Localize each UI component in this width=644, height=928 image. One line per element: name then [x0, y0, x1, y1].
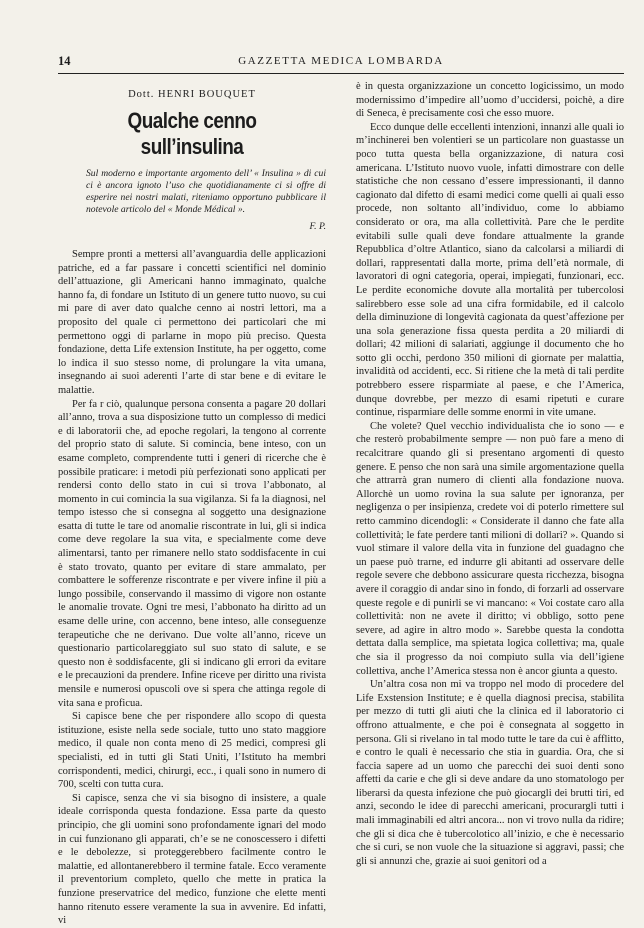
- article-title: Qualche cenno sull’insulina: [127, 107, 257, 159]
- left-paragraph-2: Per fa r ciò, qualunque persona consenta a pagare 20 dollari all’anno, trova a sua disposizione tutto un complesso di medici e di laboratorii che, ad epoche regolari, la tengono al corrente del proprio stato di salute. Si comincia, bene inteso, con un esame completo, comprendente tutti i generi di ricerche che è possibile praticare: i metodi più perfezionati sono applicati per rendersi conto dello stato in cui si trova l’abbonato, al momento in cui comincia la sua vigilanza. Si fa la diagnosi, nel tempo istesso che si consegna al soggetto una designazione esatta di tutte le tare od anomalie riscontrate in lui, gli si indica come deve regolare la sua vita, e specialmente come deve alimentarsi, tanto per rimanere nello stato soddisfacente in cui è stato trovato, quanto per evitare di stare ammalato, per combattere le sofferenze riscontrate e per vivere infine il più a lungo possibile, conservando il massimo di vigore non ostante le anomalie trovate. Ogni tre mesi, l’abbonato ha diritto ad un esame delle urine, con accenno, bene inteso, alle conseguenze terapeutiche che ne derivano. Due volte all’anno, riceve un questionario particolareggiato sul suo stato di salute, e se questo non è soddisfacente, gli si indicano gli errori da evitare e le precauzioni da prendere. Infine riceve per diritto una rivista mensile e numerosi opuscoli ove si spera che attinga regole di vita sana e proficua.: [58, 398, 326, 709]
- left-paragraph-4: Si capisce, senza che vi sia bisogno di insistere, a quale ideale corrisponda questa fondazione. Essa parte da questo principio, che gli uomini sono profondamente ignari del modo in cui funzionano gli apparati, ch’e se ne conoscessero i difetti e le debolezze, si proteggerebbero facilmente contro le malattie, ed allontanerebbero il termine fatale. Ecco veramente il preventorium completo, quello che mette in pratica la funzione preservatrice del medico, funzione che elette menti hanno ritenuto essere veramente la sua in avvenire. Ed infatti, vi: [58, 792, 326, 927]
- right-paragraph-4: Un’altra cosa non mi va troppo nel modo di procedere del Life Exstension Institute; e è quella diagnosi precisa, stabilita per mezzo di tutti gli aiuti che la clinica ed il laboratorio ci offrono attualmente, e che poi è consegnata al soggetto in persona. Gli si rivelano in tal modo tutte le tare da cui è afflitto, e contro le quali è necessario che stia in guardia. Ora, che si faccia sapere ad un uomo che parecchi dei suoi denti sono affetti da carie e che gli si deve andare da uno stomatologo per liberarsi da questa infezione che può giocargli dei brutti tiri, ed anzi, secondo le idee di parecchi americani, procurargli tutti i mali immaginabili ed altri ancora... non vi trovo nulla da ridire; che gli si dica che è tubercolotico all’inizio, e che è necessario che si curi, se non vuole che la situazione si aggravi, passi; che gli si annunzi che, grazie ai suoi genitori od a: [356, 679, 624, 867]
- left-column: [58, 80, 326, 928]
- right-paragraph-1: è in questa organizzazione un concetto logicissimo, un modo modernissimo d’impedire all’uomo d’uccidersi, poichè, a dire di Seneca, è precisamente così che esso muore.: [356, 81, 624, 120]
- running-header: [58, 53, 624, 74]
- journal-title: GAZZETTA MEDICA LOMBARDA: [238, 55, 444, 67]
- right-column: [356, 80, 624, 868]
- page-number: 14: [58, 54, 71, 68]
- left-paragraph-1: Sempre pronti a mettersi all’avanguardia delle applicazioni patriche, ed a far passare i concetti scientifici nel dominio dell’attuazione, gli Americani hanno immaginato, qualche hanno fa, di fondare un Istituto di un genere tutto nuovo, su cui mi pare di aver dato qualche cenno ai nostri lettori, ma a proposito del quale ci permettono dei particolari che mi permettono oggi di parlarne in mopo più preciso. Questa fondazione, detta Life extension Institute, ha per oggetto, come lo indica il suo stesso nome, di prolungare la vita umana, insegnando ai suoi aderenti l’arte di star bene e di evitare le malattie.: [58, 249, 326, 396]
- article-author: Dott. HENRI BOUQUET: [128, 89, 256, 100]
- right-paragraph-3: Che volete? Quel vecchio individualista che io sono — e che resterò probabilmente sempre — non può fare a meno di recalcitrare quando gli si presentano argomenti di questo genere. E penso che non sarà una simile argomentazione quella che attrarrà gran numero di clienti alla fondazione nuova. Allorchè un uomo rovina la sua salute per ignoranza, per negligenza o per insipienza, credete voi di poterlo rimettere sul retto cammino dicendogli: « Considerate il danno che fate alla collettività; le fate perdere tanti milioni di dollari? ». Quando si vuol stimare il valore della vita in funzione del guadagno che un paese può trarne, ed indurre gli abitanti ad osservare delle regole severe che debbono assicurare questa ricchezza, bisogna avere il coraggio di andar sino in fondo, di forzarli ad osservare queste regole e di punirli se vi mancano: « Voi costate caro alla collettività: non ne avete il diritto; vi obbligo, sotto pene severe, ad agire in altro modo ». Sarebbe questa la condotta dettata dalla semplice, ma spietata logica collettiva; ma, quale che sia il progresso da noi compiuto sulla via dell’igiene collettiva, anche l’America stessa non è ancor giunta a questo.: [356, 420, 624, 677]
- abstract-signature: F. P.: [309, 221, 326, 233]
- article-abstract: [86, 168, 326, 217]
- abstract-text: Sul moderno e importante argomento dell’ « Insulina » di cui ci è ancora ignoto l’uso che quotidianamente ci si offre di esperire nei nostri malati, riteniamo opportuno pubblicare il notevole articolo del « Monde Médical ».: [86, 167, 326, 216]
- left-paragraph-3: Si capisce bene che per rispondere allo scopo di questa istituzione, esiste nella sede sociale, tutto uno stato maggiore medico, il quale non conta meno di 25 medici, compresi gli specialisti, ed in tutti gli Stati Uniti, l’Istituto ha membri corrispondenti, medici, chirurgi, ecc., i quali sono in numero di 700, scelti con tutta cura.: [58, 711, 326, 791]
- right-paragraph-2: Ecco dunque delle eccellenti intenzioni, innanzi alle quali io m’inchinerei ben volentieri se un particolare non guastasse un poco tutta questa bella organizzazione, di natura così americana. L’Istituto nuovo vuole, infatti dimostrare con delle statistiche che non cessano d’essere impressionanti, il danno cagionato dal difetto di esami medici come quelli ai quali esso procede, non soltanto all’individuo, come lo abbiamo considerato or ora, ma alla collettività. Pare che le perdite evitabili sulle quali deve fondare attualmente la grande Repubblica d’oltre Atlantico, siano da calcolarsi a miliardi di dollari, rappresentati dalla morte, prima dell’età normale, di lavoratori di ogni categoria, operai, impiegati, funzionari, ecc. Le perdite economiche dovute alla mortalità per tubercolosi salirebbero esse sole ad una cifra formidabile, ed il calcolo della diminuzione di longevità cagionata da quest’affezione per una sola generazione fissa questa perdita a 20 miliardi di dollari; 42 milioni di salariati, aggiunge il documento che ho sotto gli occhi, perdono 350 milioni di giornate per malattia, invalidità od accidenti, ecc. Si ritiene che la metà di tali perdite potrebbero essere risparmiate al paese, e che l’America, dunque dovrebbe, per mezzo di esami ripetuti e curare continue, risparmiare delle somme enormi in vite umane.: [356, 121, 624, 419]
